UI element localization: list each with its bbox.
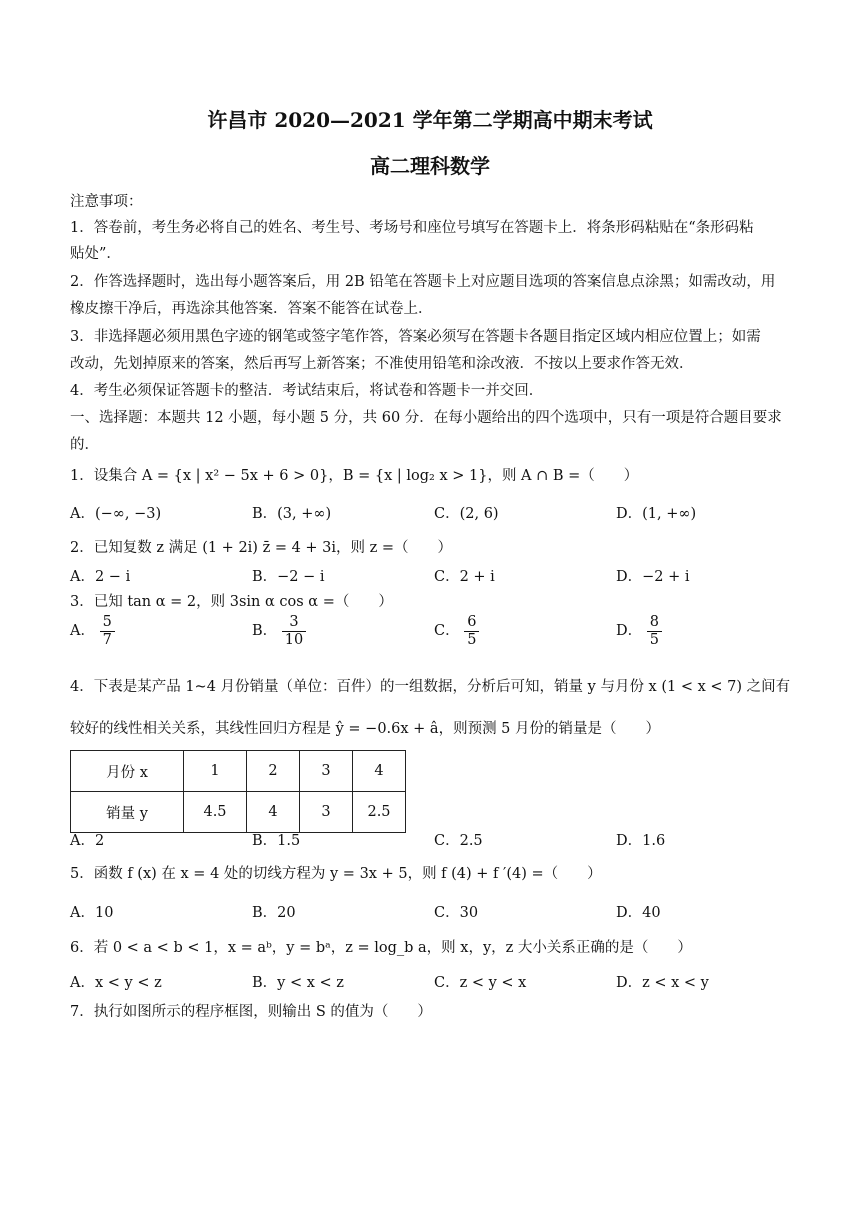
exam-subtitle: 高二理科数学	[370, 154, 490, 178]
notice-line: 3．非选择题必须用黑色字迹的钢笔或签字笔作答，答案必须写在答题卡各题目指定区域内相应位置上；如需	[70, 329, 761, 345]
section-intro: 的．	[70, 437, 99, 453]
notice-line: 1．答卷前，考生务必将自己的姓名、考生号、考场号和座位号填写在答题卡上．将条形码粘贴在“条形码粘	[70, 220, 754, 236]
denominator: 5	[467, 631, 477, 648]
table-cell: 2.5	[353, 792, 406, 833]
fraction	[647, 614, 662, 648]
fraction	[282, 614, 306, 648]
denominator: 7	[102, 631, 112, 648]
table-cell: 4	[353, 751, 406, 792]
fraction	[100, 614, 115, 648]
q6-option-b[interactable]: B．y < x < z	[252, 975, 344, 991]
q5-option-d[interactable]: D．40	[616, 905, 661, 921]
option-label: A．	[70, 623, 95, 640]
table-cell: 销量 y	[71, 792, 184, 833]
q6-option-a[interactable]: A．x < y < z	[70, 975, 162, 991]
sales-table	[70, 750, 406, 833]
denominator: 5	[649, 631, 659, 648]
q1-option-b[interactable]: B．(3, +∞)	[252, 506, 332, 522]
notice-line: 改动，先划掉原来的答案，然后再写上新答案；不准使用铅笔和涂改液．不按以上要求作答无效．	[70, 356, 694, 372]
q5-option-a[interactable]: A．10	[70, 905, 114, 921]
q1-option-a[interactable]: A．(−∞, −3)	[70, 506, 162, 522]
q5-option-b[interactable]: B．20	[252, 905, 296, 921]
q2-option-a[interactable]: A．2 − i	[70, 569, 131, 585]
option-label: C．	[434, 623, 460, 640]
option-label: B．	[252, 623, 278, 640]
table-cell: 4.5	[184, 792, 247, 833]
q4-option-a[interactable]: A．2	[70, 833, 105, 849]
question-1-stem: 1．设集合 A = {x | x² − 5x + 6 > 0}，B = {x | log₂ x > 1}，则 A ∩ B =（ ）	[70, 468, 639, 484]
question-3-stem: 3．已知 tan α = 2，则 3sin α cos α =（ ）	[70, 594, 393, 610]
notice-heading: 注意事项：	[70, 194, 143, 210]
notice-line: 2．作答选择题时，选出每小题答案后，用 2B 铅笔在答题卡上对应题目选项的答案信息点涂黑；如需改动，用	[70, 274, 776, 290]
question-7-stem: 7．执行如图所示的程序框图，则输出 S 的值为（ ）	[70, 1004, 432, 1020]
question-2-stem: 2．已知复数 z 满足 (1 + 2i) z̄ = 4 + 3i，则 z =（ ）	[70, 540, 453, 556]
table-row	[71, 792, 406, 833]
question-4-stem-cont: 较好的线性相关关系，其线性回归方程是 ŷ = −0.6x + â，则预测 5 月份的销量是（ ）	[70, 721, 661, 737]
numerator: 8	[647, 614, 662, 632]
q1-option-d[interactable]: D．(1, +∞)	[616, 506, 697, 522]
q3-option-c[interactable]	[434, 614, 479, 648]
q3-option-d[interactable]	[616, 614, 662, 648]
exam-title: 许昌市 2020—2021 学年第二学期高中期末考试	[207, 108, 653, 132]
option-label: D．	[616, 623, 643, 640]
numerator: 5	[100, 614, 115, 632]
q2-option-c[interactable]: C．2 + i	[434, 569, 495, 585]
q4-option-b[interactable]: B．1.5	[252, 833, 301, 849]
denominator: 10	[284, 631, 304, 648]
notice-line: 4．考生必须保证答题卡的整洁．考试结束后，将试卷和答题卡一并交回．	[70, 383, 544, 399]
question-4-stem: 4．下表是某产品 1~4 月份销量（单位：百件）的一组数据，分析后可知，销量 y 与月份 x (1 < x < 7) 之间有	[70, 679, 791, 695]
q5-option-c[interactable]: C．30	[434, 905, 479, 921]
table-cell: 3	[300, 792, 353, 833]
numerator: 6	[464, 614, 479, 632]
q3-option-b[interactable]	[252, 614, 306, 648]
section-intro: 一、选择题：本题共 12 小题，每小题 5 分，共 60 分．在每小题给出的四个选项中，只有一项是符合题目要求	[70, 410, 782, 426]
fraction	[464, 614, 479, 648]
table-cell: 2	[247, 751, 300, 792]
q6-option-c[interactable]: C．z < y < x	[434, 975, 527, 991]
table-cell: 月份 x	[71, 751, 184, 792]
table-cell: 1	[184, 751, 247, 792]
q4-option-c[interactable]: C．2.5	[434, 833, 483, 849]
notice-line: 橡皮擦干净后，再选涂其他答案．答案不能答在试卷上．	[70, 301, 433, 317]
table-row	[71, 751, 406, 792]
q2-option-d[interactable]: D．−2 + i	[616, 569, 690, 585]
numerator: 3	[282, 614, 306, 632]
question-5-stem: 5．函数 f (x) 在 x = 4 处的切线方程为 y = 3x + 5，则 f (4) + f ′(4) =（ ）	[70, 866, 602, 882]
table-cell: 3	[300, 751, 353, 792]
notice-line: 贴处”．	[70, 246, 121, 262]
table-cell: 4	[247, 792, 300, 833]
q4-option-d[interactable]: D．1.6	[616, 833, 666, 849]
q2-option-b[interactable]: B．−2 − i	[252, 569, 325, 585]
q1-option-c[interactable]: C．(2, 6)	[434, 506, 499, 522]
q3-option-a[interactable]	[70, 614, 115, 648]
question-6-stem: 6．若 0 < a < b < 1，x = aᵇ，y = bᵃ，z = log_b a，则 x，y，z 大小关系正确的是（ ）	[70, 940, 692, 956]
q6-option-d[interactable]: D．z < x < y	[616, 975, 709, 991]
